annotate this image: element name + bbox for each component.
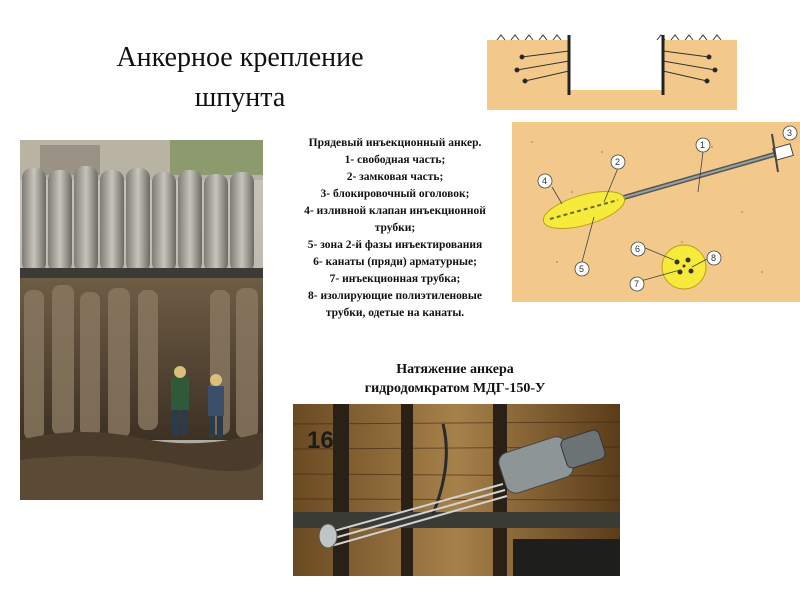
label-2: 2 (615, 157, 621, 167)
label-1: 1 (700, 140, 706, 150)
sheet-pile-wall-photo (20, 140, 263, 500)
title-line-1: Анкерное крепление (116, 42, 364, 73)
legend-line: 5- зона 2-й фазы инъектирования (307, 239, 483, 251)
hydraulic-jack-photo (293, 404, 620, 576)
legend-line: 4- изливной клапан инъекционной (304, 205, 486, 217)
legend-line: трубки; (374, 222, 416, 234)
slide-title (60, 38, 420, 118)
label-7: 7 (634, 279, 640, 289)
waler-beam (20, 268, 263, 278)
legend-line: 8- изолирующие полиэтиленовые (308, 290, 482, 302)
legend-line: 1- свободная часть; (344, 154, 446, 166)
label-5: 5 (579, 264, 585, 274)
excavation-section-diagram (487, 33, 737, 110)
caption-line-1: Натяжение анкера (396, 362, 514, 377)
jack-caption (300, 360, 610, 398)
legend-line: трубки, одетые на канаты. (325, 307, 465, 319)
painted-mark: 16 (307, 427, 334, 454)
legend-line: 3- блокировочный оголовок; (320, 188, 470, 200)
legend-line: 6- канаты (пряди) арматурные; (313, 256, 477, 268)
anchor-legend (272, 135, 518, 322)
strand-anchor-diagram (512, 122, 800, 302)
label-4: 4 (542, 176, 548, 186)
label-8: 8 (711, 253, 717, 263)
legend-line: 7- инъекционная трубка; (329, 273, 461, 285)
waler-beam (293, 512, 620, 528)
caption-line-2: гидродомкратом МДГ-150-У (364, 381, 546, 396)
label-6: 6 (635, 244, 641, 254)
cross-section-circle (662, 245, 706, 289)
title-line-2: шпунта (194, 82, 286, 113)
legend-line: 2- замковая часть; (346, 171, 444, 183)
label-3: 3 (787, 128, 793, 138)
legend-line: Прядевый инъекционный анкер. (308, 137, 482, 149)
upper-piles (22, 166, 254, 273)
